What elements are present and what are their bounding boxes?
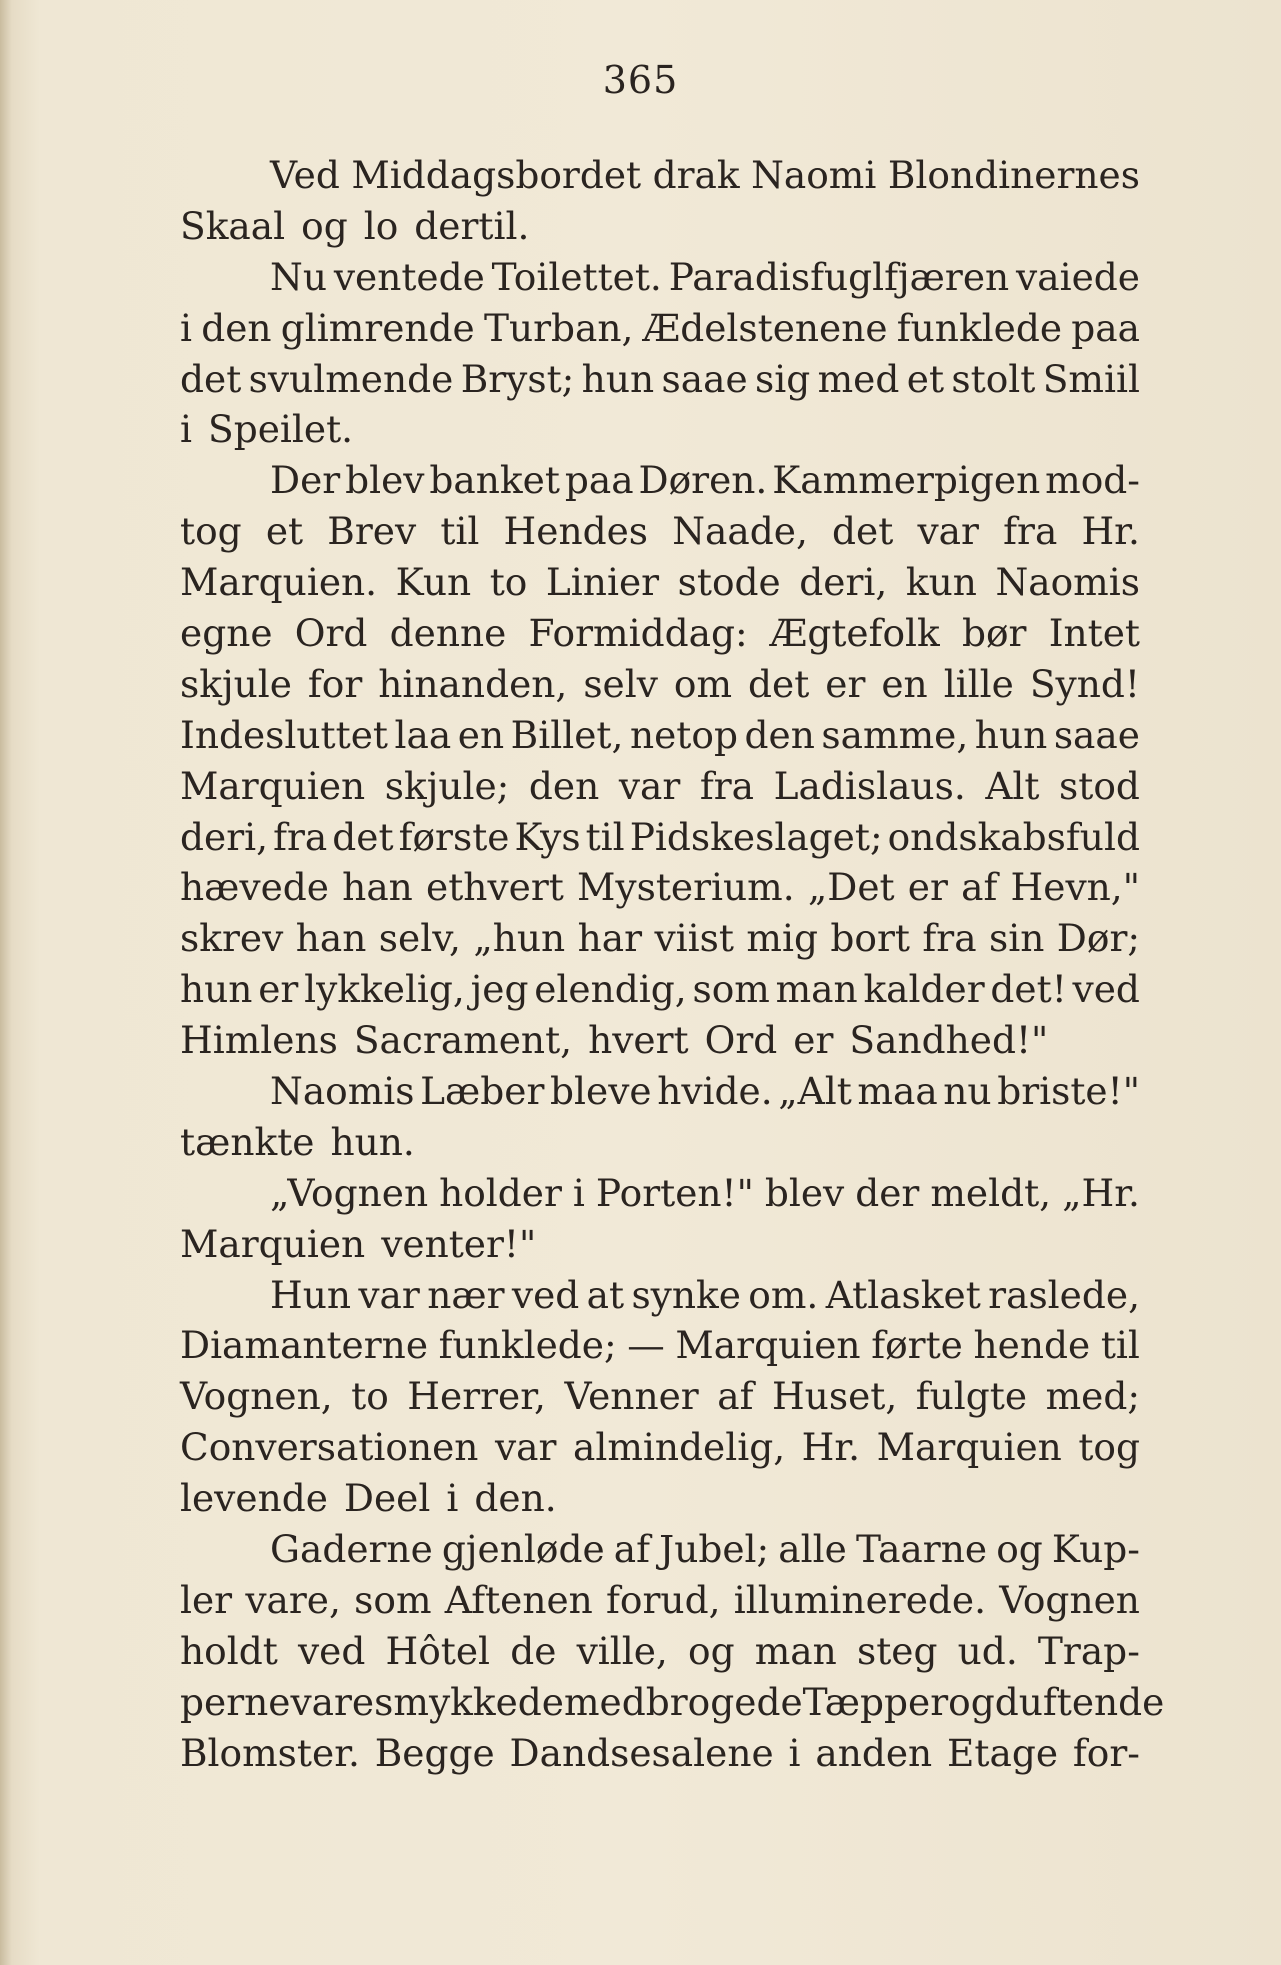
text-line: tænkte hun. (180, 1119, 415, 1164)
text-line: ler vare, som Aftenen forud, illuminerede. Vognen (180, 1577, 1140, 1622)
text-line: Marquien skjule; den var fra Ladislaus. Alt stod (180, 763, 1140, 808)
text-line: i Speilet. (180, 407, 354, 452)
text-line: Blomster. Begge Dandsesalene i anden Etage for- (180, 1730, 1140, 1775)
text-line: Himlens Sacrament, hvert Ord er Sandhed!" (180, 1018, 1049, 1063)
text-line: Vognen, to Herrer, Venner af Huset, fulgte med; (180, 1374, 1140, 1419)
text-line: Nu ventede Toilettet. Paradisfuglfjæren vaiede (270, 254, 1140, 299)
text-line: Naomis Læber bleve hvide. „Alt maa nu briste!" (270, 1069, 1140, 1114)
text-line: Conversationen var almindelig, Hr. Marquien tog (180, 1425, 1140, 1470)
text-line: Ved Middagsbordet drak Naomi Blondinernes (270, 153, 1140, 197)
text-line: levende Deel i den. (180, 1476, 557, 1521)
body-text (180, 150, 1165, 1779)
text-line: hun er lykkelig, jeg elendig, som man kalder det! ved (180, 967, 1140, 1012)
text-line: skrev han selv, „hun har viist mig bort fra sin Dør; (180, 916, 1140, 961)
text-line: Marquien venter!" (180, 1221, 537, 1266)
text-line: perne vare smykkede med brogede Tæpper og duftende (180, 1679, 1165, 1724)
text-line: Skaal og lo dertil. (180, 203, 530, 248)
page-binding-edge (0, 0, 12, 1965)
text-line: deri, fra det første Kys til Pidskeslaget; ondskabsfuld (180, 814, 1140, 859)
text-line: tog et Brev til Hendes Naade, det var fra Hr. (180, 509, 1140, 554)
text-line: holdt ved Hôtel de ville, og man steg ud. Trap- (180, 1628, 1140, 1673)
text-line: i den glimrende Turban, Ædelstenene funklede paa (180, 305, 1140, 350)
text-line: hævede han ethvert Mysterium. „Det er af Hevn," (180, 865, 1140, 910)
text-line: Gaderne gjenløde af Jubel; alle Taarne og Kup- (270, 1527, 1140, 1572)
page-number: 365 (602, 58, 679, 102)
text-line: „Vognen holder i Porten!" blev der meldt, „Hr. (270, 1170, 1140, 1215)
text-line: Hun var nær ved at synke om. Atlasket raslede, (270, 1272, 1140, 1317)
text-line: Indesluttet laa en Billet, netop den samme, hun saae (180, 712, 1140, 757)
text-line: det svulmende Bryst; hun saae sig med et stolt Smiil (180, 356, 1140, 401)
text-line: Der blev banket paa Døren. Kammerpigen mod- (270, 458, 1140, 503)
text-line: skjule for hinanden, selv om det er en lille Synd! (180, 661, 1140, 706)
text-line: Diamanterne funklede; — Marquien førte hende til (180, 1323, 1140, 1368)
text-line: egne Ord denne Formiddag: Ægtefolk bør Intet (180, 611, 1140, 656)
text-line: Marquien. Kun to Linier stode deri, kun Naomis (180, 560, 1140, 605)
